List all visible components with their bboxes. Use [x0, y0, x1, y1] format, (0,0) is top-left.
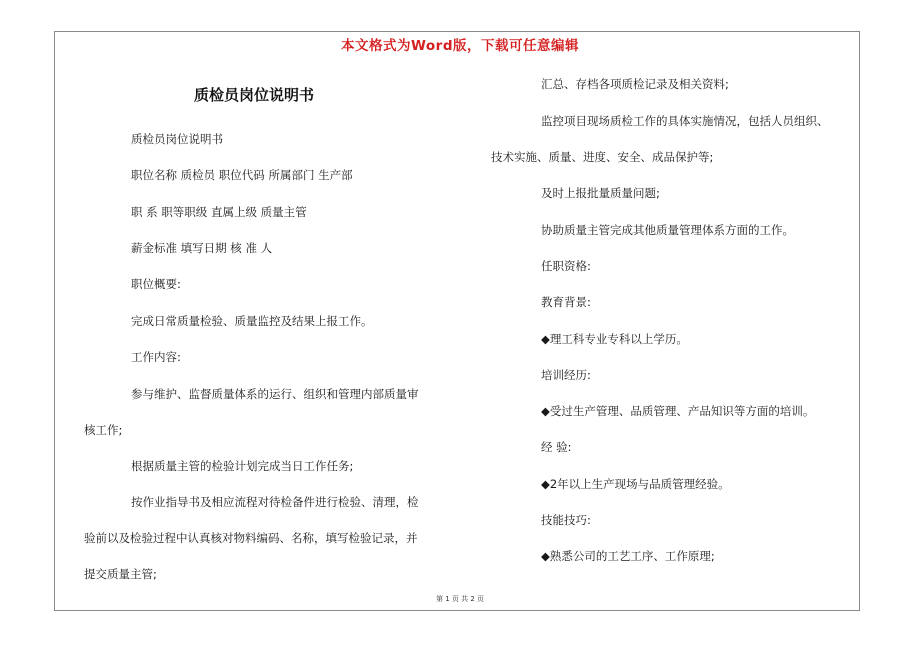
paragraph-line: 经 验: — [541, 440, 572, 454]
paragraph-line: ◆受过生产管理、品质管理、产品知识等方面的培训。 — [541, 404, 815, 418]
paragraph-line: 核工作; — [84, 423, 123, 437]
paragraph-line: 工作内容: — [131, 350, 181, 364]
paragraph-line: 技术实施、质量、进度、安全、成品保护等; — [491, 150, 714, 164]
paragraph-line: 根据质量主管的检验计划完成当日工作任务; — [131, 459, 354, 473]
paragraph-line: 任职资格: — [541, 259, 591, 273]
document-title: 质检员岗位说明书 — [193, 86, 314, 104]
paragraph-line: 职位概要: — [131, 277, 181, 291]
paragraph-line: 职位名称 质检员 职位代码 所属部门 生产部 — [131, 168, 353, 182]
paragraph-line: 验前以及检验过程中认真核对物料编码、名称，填写检验记录，并 — [84, 531, 418, 545]
paragraph-line: 职 系 职等职级 直属上级 质量主管 — [131, 205, 307, 219]
paragraph-line: ◆熟悉公司的工艺工序、工作原理; — [541, 549, 715, 563]
paragraph-line: 参与维护、监督质量体系的运行、组织和管理内部质量审 — [131, 387, 419, 401]
paragraph-line: 薪金标准 填写日期 核 准 人 — [131, 241, 273, 255]
paragraph-line: 及时上报批量质量问题; — [541, 186, 660, 200]
paragraph-line: 完成日常质量检验、质量监控及结果上报工作。 — [131, 314, 373, 328]
paragraph-line: 监控项目现场质检工作的具体实施情况，包括人员组织、 — [541, 114, 829, 128]
paragraph-line: 技能技巧: — [541, 513, 591, 527]
paragraph-line: 培训经历: — [541, 368, 591, 382]
paragraph-line: 教育背景: — [541, 295, 591, 309]
paragraph-line: 质检员岗位说明书 — [131, 132, 223, 146]
paragraph-line: 协助质量主管完成其他质量管理体系方面的工作。 — [541, 223, 794, 237]
paragraph-line: ◆理工科专业专科以上学历。 — [541, 332, 688, 346]
paragraph-line: 按作业指导书及相应流程对待检备件进行检验、清理，检 — [131, 495, 419, 509]
paragraph-line: ◆2年以上生产现场与品质管理经验。 — [541, 477, 730, 491]
paragraph-line: 汇总、存档各项质检记录及相关资料; — [541, 77, 729, 91]
page-number-footer: 第 1 页 共 2 页 — [435, 595, 485, 603]
paragraph-line: 提交质量主管; — [84, 567, 157, 581]
edit-notice-banner: 本文格式为Word版，下载可任意编辑 — [340, 38, 579, 54]
